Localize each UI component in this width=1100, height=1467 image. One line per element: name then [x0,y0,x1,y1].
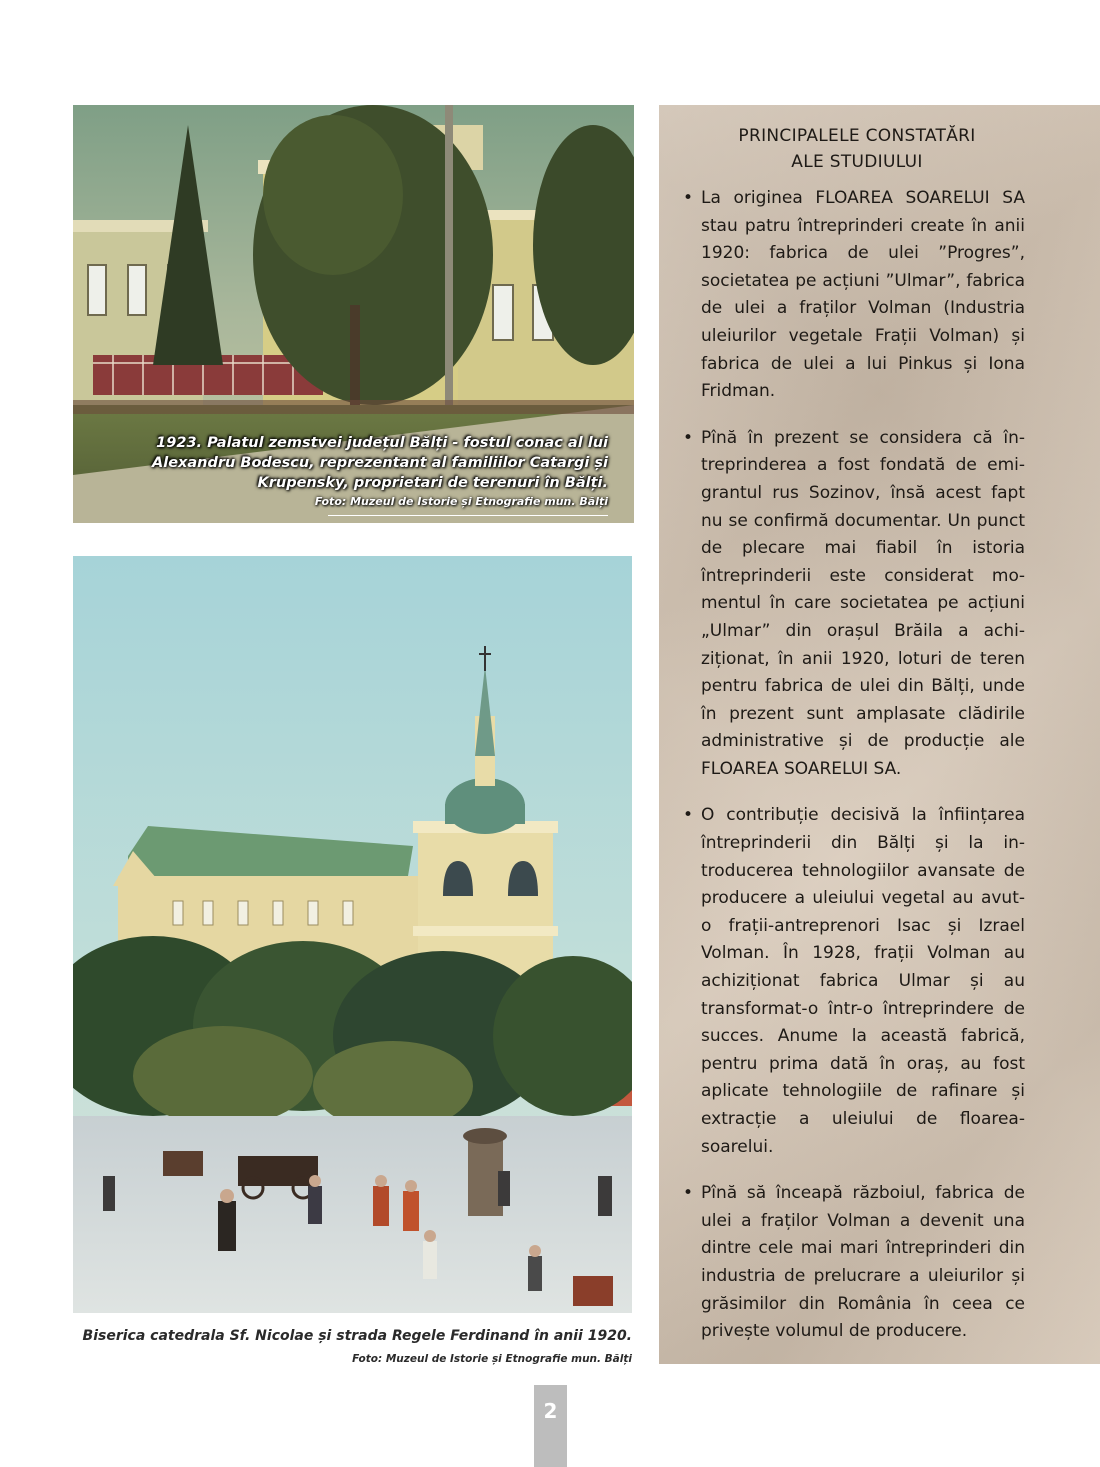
page-number: 2 [543,1399,558,1423]
page-number-tab [534,1385,567,1467]
photo-top-caption: 1923. Palatul zemstvei județul Bălți - fostul conac al lui Alexandru Bodescu, reprezentant al familiilor Catargi și Krupensky, proprietari de terenuri în Bălți. [152,435,608,491]
photo-cathedral [73,556,632,1313]
photo-bottom-caption: Biserica catedrala Sf. Nicolae și strada Regele Ferdinand în anii 1920. [82,1328,632,1344]
credit-underline [328,515,608,516]
photo-bottom-credit: Foto: Muzeul de Istorie și Etnografie mun. Bălți [352,1353,632,1365]
finding-item: • La originea FLOAREA SOARELUI SA stau patru întreprinderi create în anii 1920: fabrica de ulei ”Progres”, societatea pe acțiuni ”Ulmar”, fabrica de ulei a fraților Volman (Industria uleiurilor vegetale Frații Volman) și fabrica de ulei a lui Pinkus și Iona Fridman. [683,185,1025,406]
findings-panel [659,105,1100,1364]
photo-top-credit: Foto: Muzeul de Istorie și Etnografie mun. Bălți [314,495,608,508]
findings-list [683,185,1025,1365]
panel-title [659,123,1055,175]
finding-item: • Pînă în prezent se considera că întreprinderea a fost fondată de emigrantul rus Sozinov, însă acest fapt nu se confirmă documentar. Un punct de plecare mai fiabil în istoria întreprinderii este considerat momentul în care societatea pe acțiuni „Ulmar” din orașul Brăila a achiziționat, în anii 1920, loturi de teren pentru fabrica de ulei din Bălți, unde în prezent sunt amplasate clădirile administrative și de producție ale FLOAREA SOARELUI SA. [683,425,1025,784]
finding-item: • O contribuție decisivă la înființarea întreprinderii din Bălți și la introducerea tehnologiilor avansate de producere a uleiului vegetal au avut-o frații-antreprenori Isac și Izrael Volman. În 1928, frații Volman au achiziționat fabrica Ulmar și au transformat-o într-o întreprindere de succes. Anume la această fabrică, pentru prima dată în oraș, au fost aplicate tehnologiile de rafinare și extracție a uleiului de floarea-soarelui. [683,802,1025,1161]
cathedral-illustration [73,556,632,1313]
photo-zemstvo-palace [73,105,634,523]
panel-title-line1: PRINCIPALELE CONSTATĂRI [738,126,976,146]
panel-title-line2: ALE STUDIULUI [791,152,923,172]
finding-item: • Pînă să înceapă războiul, fabrica de ulei a fraților Volman a devenit una dintre cele mai mari întreprinderi din industria de prelucrare a uleiurilor și grăsimilor din România în ceea ce privește volumul de producere. [683,1180,1025,1346]
